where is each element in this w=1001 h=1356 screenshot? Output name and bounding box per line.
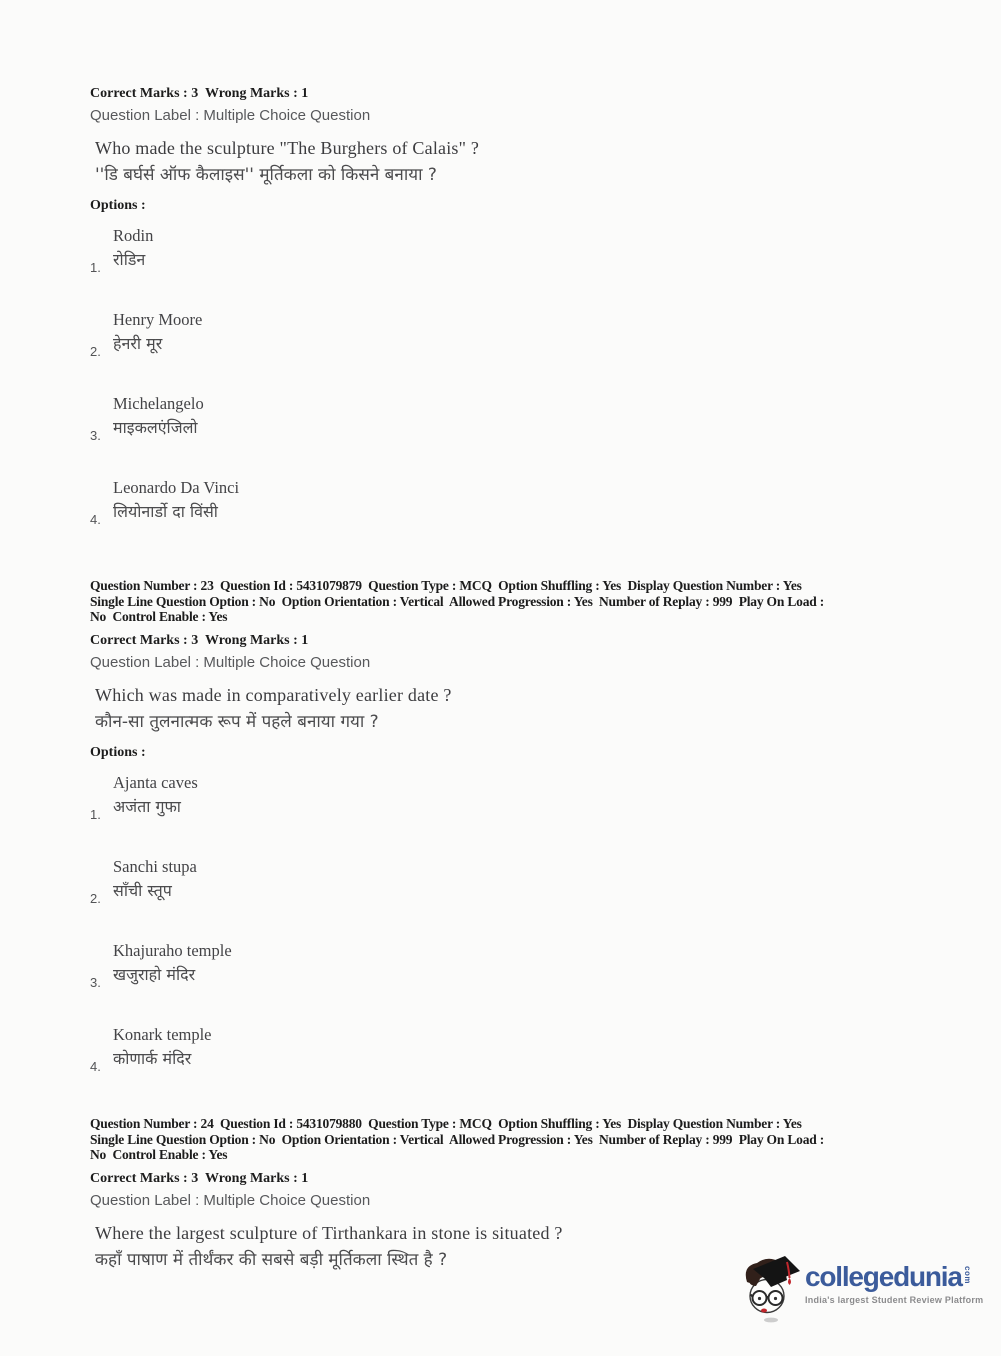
option-text-hindi: साँची स्तूप [113,880,172,900]
option-number: 1. [90,806,101,822]
question-block-22 [90,86,950,561]
option-text-english: Khajuraho temple [113,940,232,960]
metadata-line: No Control Enable : Yes [90,1147,228,1162]
option-number: 2. [90,344,101,359]
option-item [90,940,950,990]
question-label: Question Label : Multiple Choice Question [90,1191,371,1209]
logo-domain-text: com [962,1266,972,1284]
option-number: 4. [90,1058,101,1074]
option-item [90,1024,950,1074]
option-number: 3. [90,428,101,443]
logo-tagline: India's largest Student Review Platform [805,1295,984,1305]
question-text-english: Which was made in comparatively earlier date ? [95,684,452,705]
question-text-english: Who made the sculpture "The Burghers of Calais" ? [95,138,480,158]
option-number: 1. [90,260,101,275]
logo-text-column [805,1263,983,1305]
option-text-english: Sanchi stupa [113,856,197,876]
option-number: 3. [90,974,101,990]
option-text-english: Rodin [113,226,154,245]
metadata-line: Question Number : 23 Question Id : 5431079879 Question Type : MCQ Option Shuffling : Yes Display Question Number : Yes [90,578,802,593]
option-text-hindi: खजुराहो मंदिर [113,964,196,984]
option-number: 4. [90,512,101,527]
options-heading: Options : [90,744,146,760]
question-text-hindi: कौन-सा तुलनात्मक रूप में पहले बनाया गया ? [95,711,379,732]
metadata-line: Question Number : 24 Question Id : 5431079880 Question Type : MCQ Option Shuffling : Yes Display Question Number : Yes [90,1116,802,1131]
collegedunia-mascot-icon [740,1252,802,1329]
option-item [90,772,950,822]
option-item [90,225,950,275]
option-text-english: Henry Moore [113,310,203,329]
option-text-hindi: अजंता गुफा [113,796,181,816]
options-list [90,225,950,527]
logo-brand-text: collegedunia [805,1261,962,1292]
question-text-hindi: ''डि बर्घर्स ऑफ कैलाइस'' मूर्तिकला को किसने बनाया ? [95,165,437,185]
question-text-hindi: कहाँ पाषाण में तीर्थंकर की सबसे बड़ी मूर्तिकला स्थित है ? [95,1249,448,1270]
metadata-line: Single Line Question Option : No Option Orientation : Vertical Allowed Progression : Yes Number of Replay : 999 Play On Load : [90,1131,825,1147]
marks-line: Correct Marks : 3 Wrong Marks : 1 [90,632,309,648]
question-label: Question Label : Multiple Choice Question [90,653,371,671]
marks-line: Correct Marks : 3 Wrong Marks : 1 [90,1170,309,1186]
option-text-english: Konark temple [113,1024,212,1044]
option-text-hindi: माइकलएंजिलो [113,418,198,437]
option-item [90,477,950,527]
options-heading: Options : [90,198,146,213]
question-block-23 [90,578,950,1108]
option-item [90,856,950,906]
question-text-english: Where the largest sculpture of Tirthankara in stone is situated ? [95,1222,563,1243]
option-text-english: Michelangelo [113,394,204,413]
option-text-hindi: कोणार्क मंदिर [113,1048,192,1068]
option-text-hindi: लियोनार्डो दा विंसी [113,502,218,521]
option-item [90,393,950,443]
options-list [90,772,950,1074]
metadata-line: Single Line Question Option : No Option Orientation : Vertical Allowed Progression : Yes Number of Replay : 999 Play On Load : [90,593,825,609]
question-block-24 [90,1116,950,1272]
option-number: 2. [90,890,101,906]
option-item [90,309,950,359]
option-text-hindi: रोडिन [113,250,146,269]
question-label: Question Label : Multiple Choice Question [90,107,371,124]
question-metadata [90,1116,950,1163]
question-metadata [90,578,950,625]
metadata-line: No Control Enable : Yes [90,609,228,624]
marks-line: Correct Marks : 3 Wrong Marks : 1 [90,86,309,101]
option-text-english: Ajanta caves [113,772,198,792]
collegedunia-logo [740,1252,983,1329]
option-text-english: Leonardo Da Vinci [113,478,240,497]
option-text-hindi: हेनरी मूर [113,334,163,353]
